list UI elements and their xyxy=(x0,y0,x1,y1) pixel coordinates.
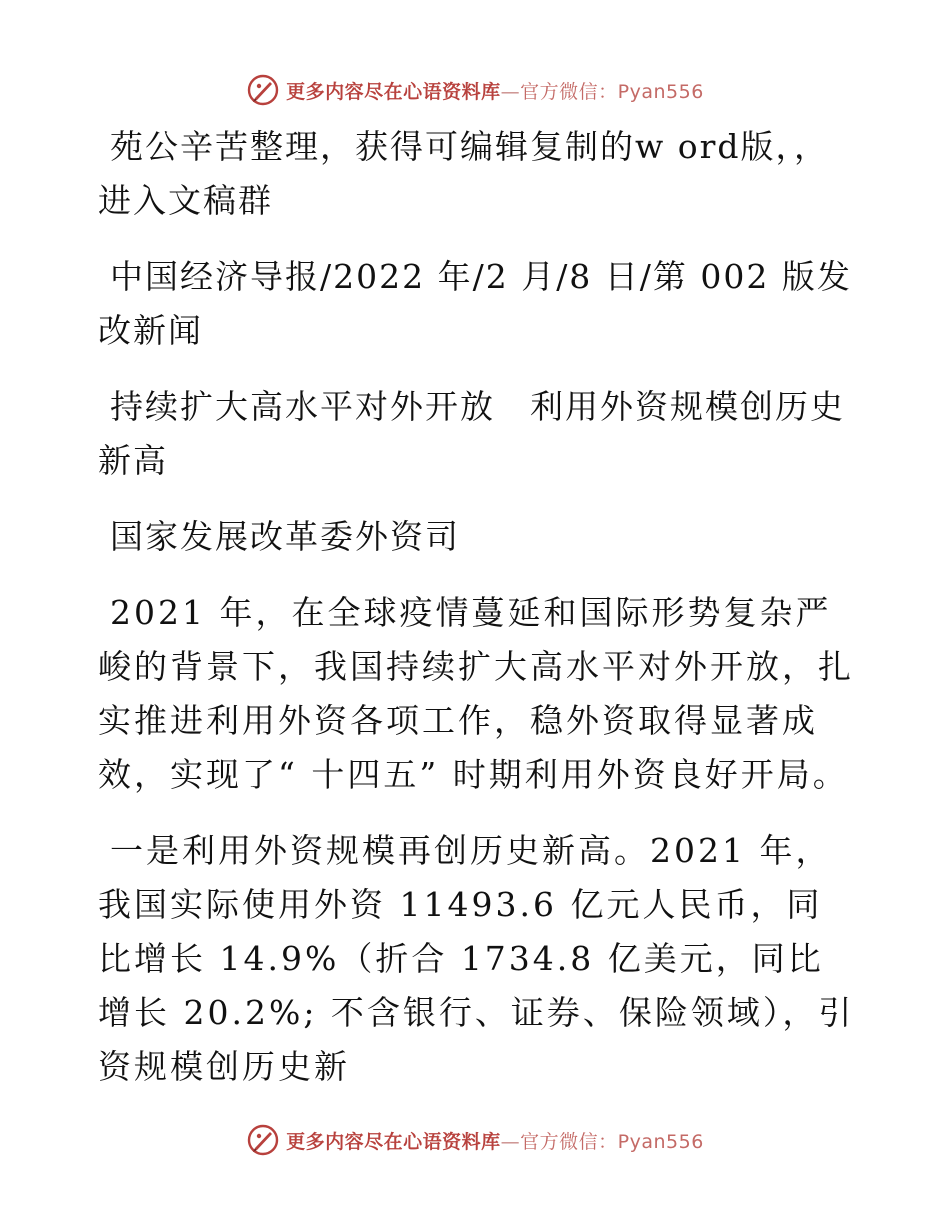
watermark-main: 更多内容尽在心语资料库 xyxy=(286,1130,501,1153)
watermark-text xyxy=(286,77,704,104)
watermark-main: 更多内容尽在心语资料库 xyxy=(286,80,501,103)
quill-logo-icon xyxy=(246,73,280,107)
watermark-contact: 官方微信：Pyan556 xyxy=(520,1130,704,1153)
watermark-dash: — xyxy=(500,1130,521,1153)
article-title: 持续扩大高水平对外开放 利用外资规模创历史新高 xyxy=(98,387,845,480)
article-author: 国家发展改革委外资司 xyxy=(110,517,460,556)
watermark-contact: 官方微信：Pyan556 xyxy=(520,80,704,103)
body-paragraph: 一是利用外资规模再创历史新高。2021 年，我国实际使用外资 11493.6 亿元人民币，同比增长 14.9%（折合 1734.8 亿美元，同比增长 20.2%; 不含银行、证券、保险领域），引资规模创历史新 xyxy=(98,831,855,1086)
watermark-text xyxy=(286,1127,704,1154)
header-watermark xyxy=(0,70,950,110)
source-line: 中国经济导报/2022 年/2 月/8 日/第 002 版发改新闻 xyxy=(98,257,852,350)
body-paragraph: 2021 年，在全球疫情蔓延和国际形势复杂严峻的背景下，我国持续扩大高水平对外开放，扎实推进利用外资各项工作，稳外资取得显著成效，实现了“ 十四五” 时期利用外资良好开局。 xyxy=(98,593,854,794)
watermark-dash: — xyxy=(500,80,521,103)
document-body xyxy=(98,120,858,1116)
footer-watermark xyxy=(0,1120,950,1160)
quill-logo-icon xyxy=(246,1123,280,1157)
intro-note: 苑公辛苦整理，获得可编辑复制的w ord版，，进入文稿群 xyxy=(98,127,830,220)
